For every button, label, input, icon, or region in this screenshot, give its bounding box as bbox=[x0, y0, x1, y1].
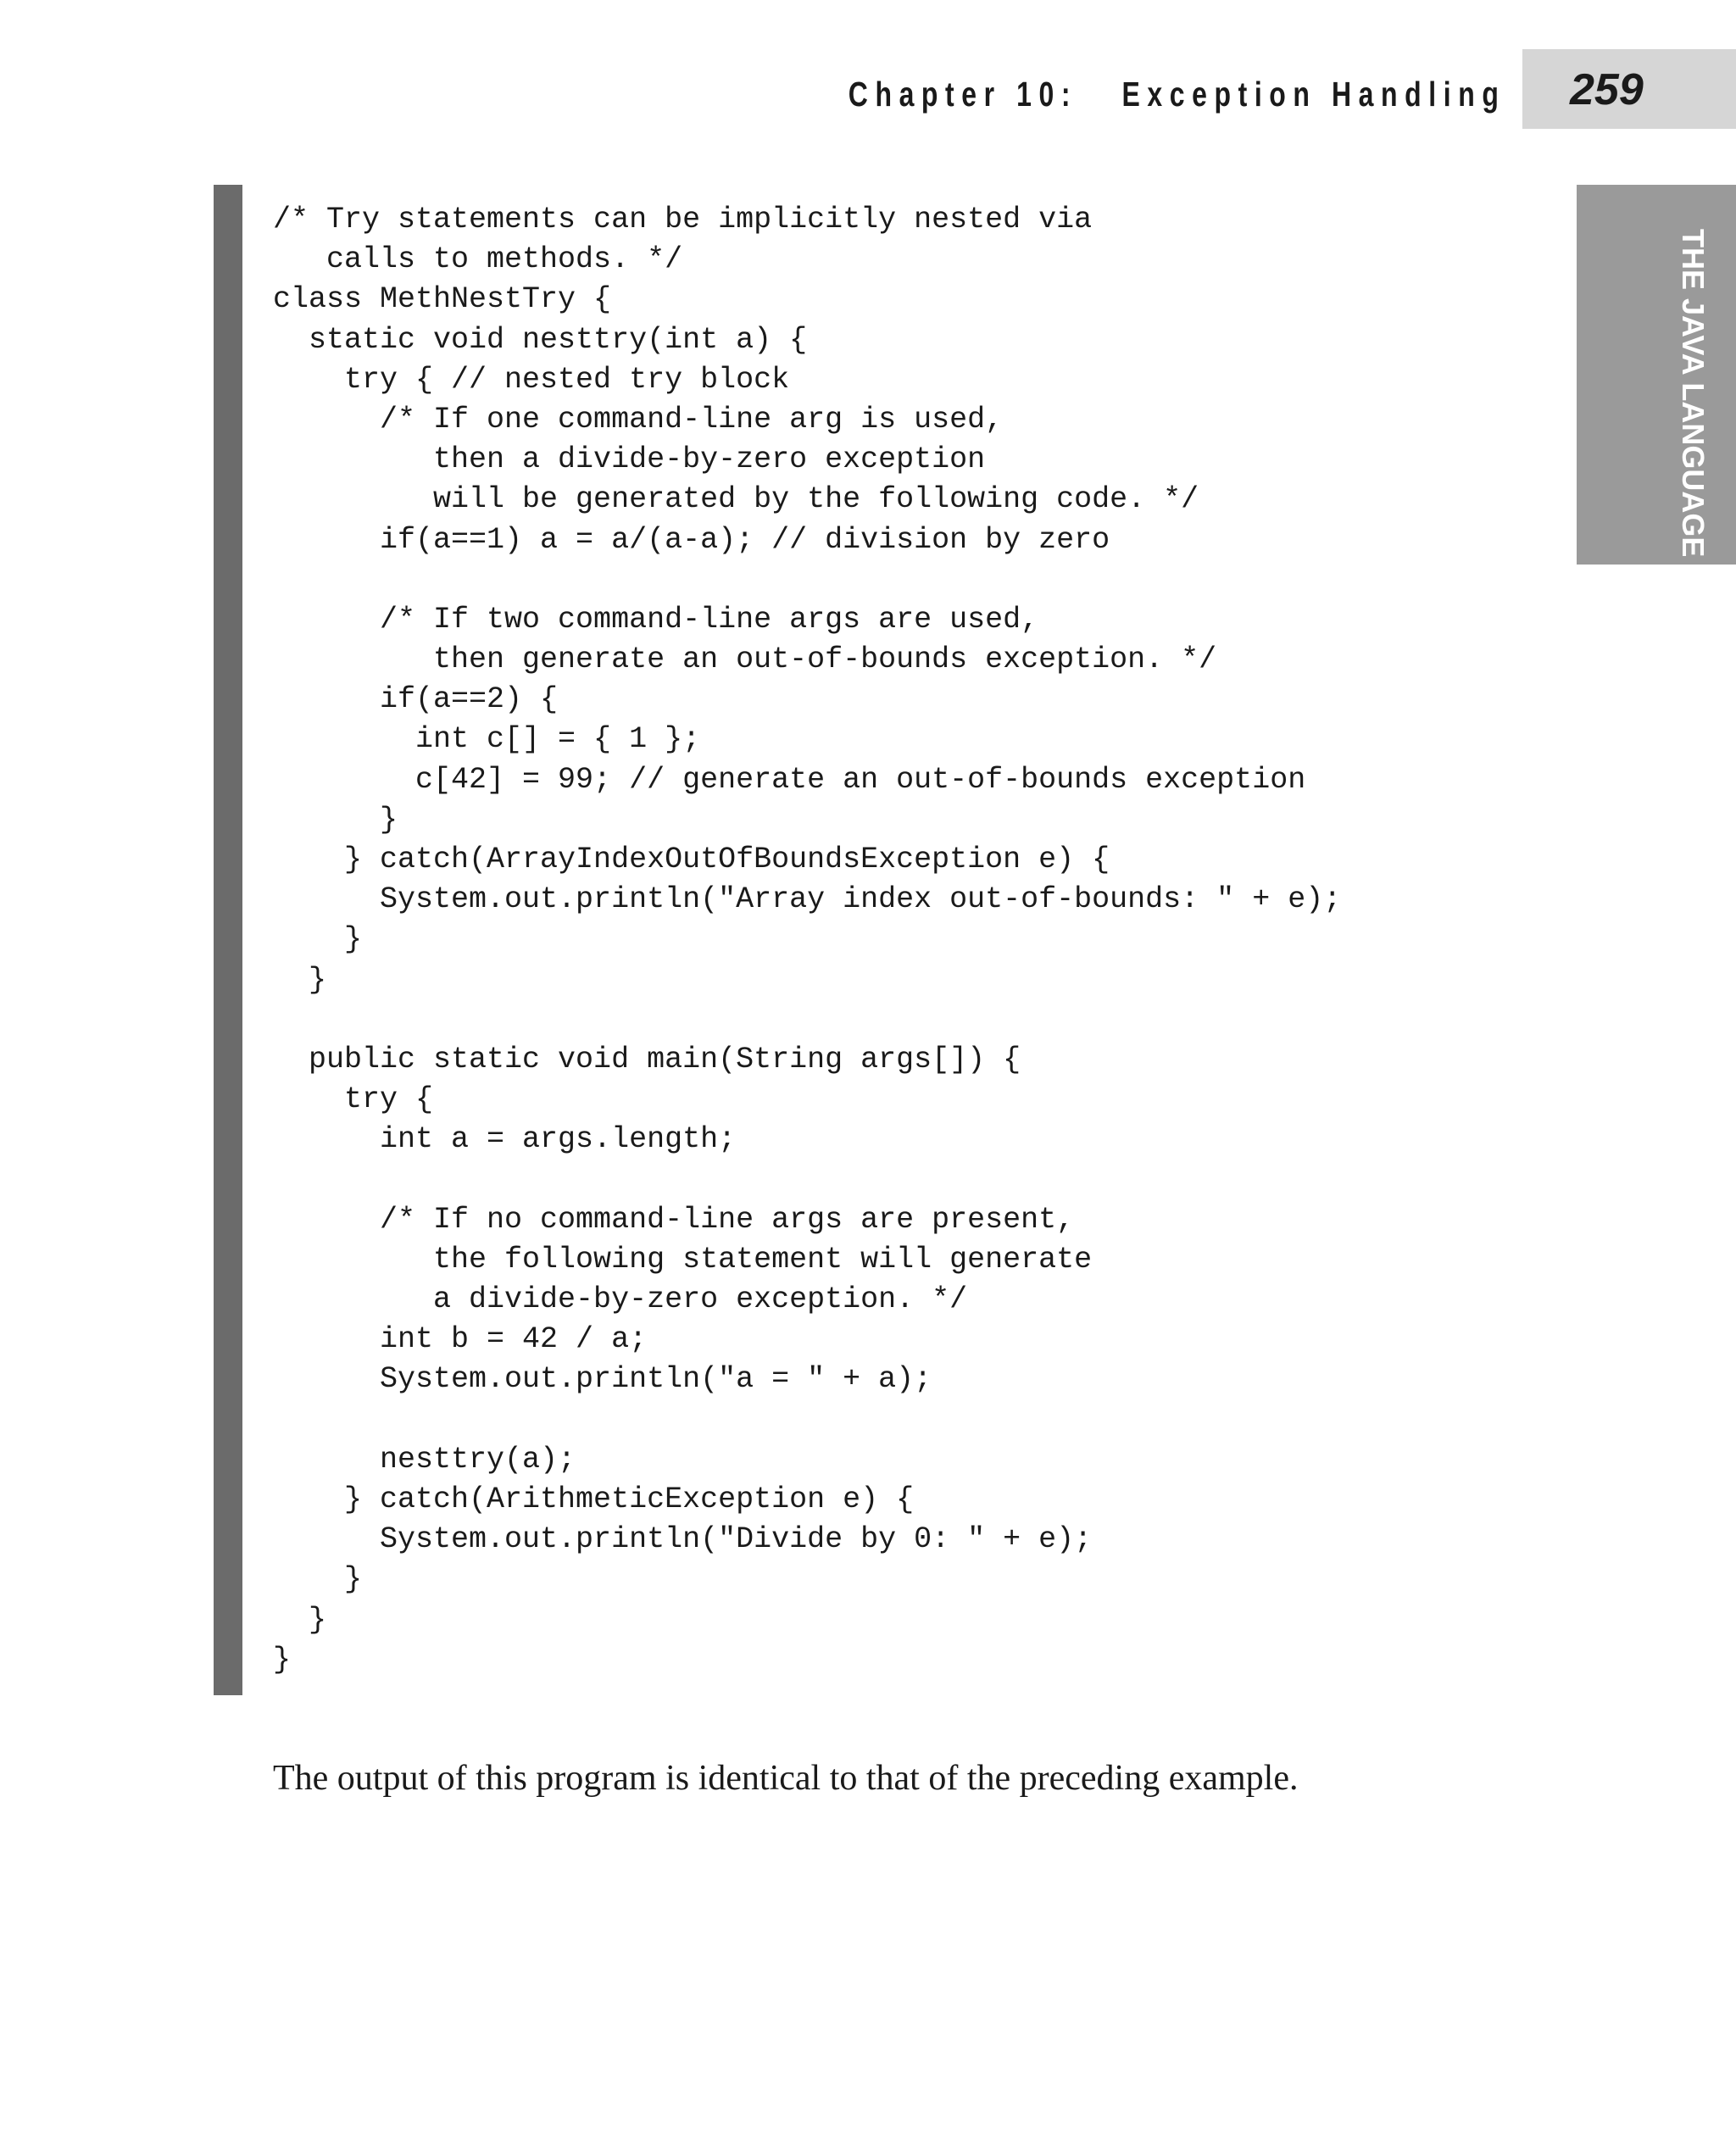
code-line: c[42] = 99; // generate an out-of-bounds exception bbox=[273, 762, 1306, 797]
code-line: calls to methods. */ bbox=[273, 242, 683, 277]
code-line bbox=[273, 1160, 1341, 1200]
running-head bbox=[0, 49, 1505, 134]
code-line: try { // nested try block bbox=[273, 362, 790, 397]
code-line: System.out.println("Divide by 0: " + e); bbox=[273, 1522, 1093, 1557]
code-line: if(a==1) a = a/(a-a); // division by zero bbox=[273, 522, 1110, 557]
code-line: } bbox=[273, 1642, 292, 1677]
body-paragraph: The output of this program is identical to that of the preceding example. bbox=[273, 1759, 1299, 1798]
code-line: int b = 42 / a; bbox=[273, 1322, 648, 1357]
code-line: try { bbox=[273, 1082, 434, 1117]
code-line: } bbox=[273, 962, 327, 997]
side-tab-label: THE JAVA LANGUAGE bbox=[1676, 229, 1711, 558]
code-line: } bbox=[273, 922, 363, 957]
code-line: } bbox=[273, 1602, 327, 1637]
code-line bbox=[273, 560, 1341, 600]
code-line: public static void main(String args[]) { bbox=[273, 1042, 1021, 1076]
code-line: } bbox=[273, 1562, 363, 1597]
code-line: if(a==2) { bbox=[273, 682, 559, 717]
code-line: int a = args.length; bbox=[273, 1122, 737, 1157]
code-line: a divide-by-zero exception. */ bbox=[273, 1282, 968, 1317]
code-line: then generate an out-of-bounds exception. */ bbox=[273, 642, 1217, 677]
code-line: } catch(ArithmeticException e) { bbox=[273, 1482, 915, 1516]
code-line: the following statement will generate bbox=[273, 1242, 1093, 1277]
chapter-title: Chapter 10: Exception Handling bbox=[848, 75, 1505, 114]
code-listing bbox=[273, 200, 1341, 1680]
code-line: /* If two command-line args are used, bbox=[273, 602, 1039, 637]
code-line: will be generated by the following code. */ bbox=[273, 482, 1199, 517]
code-line: /* If no command-line args are present, bbox=[273, 1202, 1075, 1237]
page-number-box bbox=[1522, 49, 1736, 129]
code-line: static void nesttry(int a) { bbox=[273, 322, 808, 357]
code-line: nesttry(a); bbox=[273, 1442, 576, 1477]
section-side-tab bbox=[1577, 185, 1736, 565]
code-line: System.out.println("a = " + a); bbox=[273, 1362, 932, 1397]
page-number: 259 bbox=[1570, 65, 1644, 114]
code-line: /* Try statements can be implicitly nested via bbox=[273, 203, 1093, 236]
code-line: then a divide-by-zero exception bbox=[273, 442, 986, 477]
code-line bbox=[273, 1400, 1341, 1440]
code-line bbox=[273, 1000, 1341, 1040]
code-line: } bbox=[273, 802, 398, 837]
code-listing-bar bbox=[214, 185, 242, 1695]
code-line: /* If one command-line arg is used, bbox=[273, 402, 1004, 437]
code-line: int c[] = { 1 }; bbox=[273, 722, 701, 757]
code-line: } catch(ArrayIndexOutOfBoundsException e) { bbox=[273, 843, 1110, 876]
code-line: class MethNestTry { bbox=[273, 282, 612, 317]
code-line: System.out.println("Array index out-of-bounds: " + e); bbox=[273, 882, 1342, 917]
